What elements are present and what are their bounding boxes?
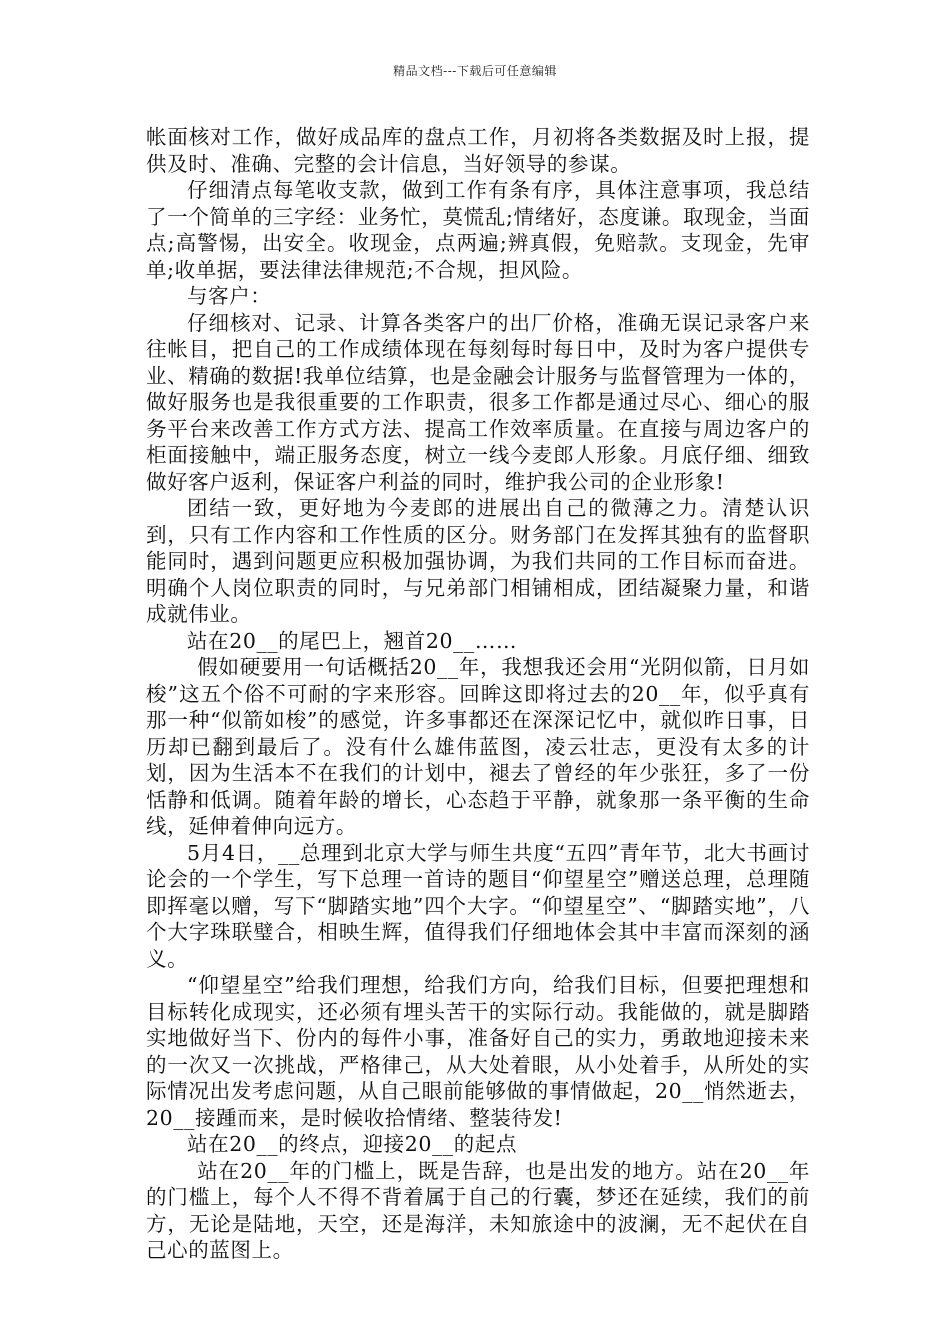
page-header: 精品文档---下载后可任意编辑 — [393, 64, 557, 78]
paragraph: 仔细核对、记录、计算各类客户的出厂价格，准确无误记录客户来往帐目，把自己的工作成绩体现在每刻每时每日中，及时为客户提供专业、精确的数据!我单位结算，也是金融会计服务与监督管理为一体的，做好服务也是我很重要的工作职责，很多工作都是通过尽心、细心的服务平台来改善工作方式方法、提高工作效率质量。在直接与周边客户的柜面接触中，端正服务态度，树立一线今麦郎人形象。月底仔细、细致做好客户返利，保证客户利益的同时，维护我公司的企业形象! — [146, 310, 810, 494]
paragraph: 帐面核对工作，做好成品库的盘点工作，月初将各类数据及时上报，提供及时、准确、完整的会计信息，当好领导的参谋。 — [146, 125, 810, 176]
paragraph: 仔细清点每笔收支款，做到工作有条有序，具体注意事项，我总结了一个简单的三字经：业务忙，莫慌乱;情绪好，态度谦。取现金，当面点;高警惕，出安全。收现金，点两遍;辨真假，免赔款。支现金，先审单;收单据，要法律法律规范;不合规，担风险。 — [146, 178, 810, 282]
paragraph: 假如硬要用一句话概括20__年，我想我还会用“光阴似箭，日月如梭”这五个俗不可耐的字来形容。回眸这即将过去的20__年，似乎真有那一种“似箭如梭”的感觉，许多事都还在深深记忆中，就似昨日事，日历却已翻到最后了。没有什么雄伟蓝图，凌云壮志，更没有太多的计划，因为生活本不在我们的计划中，褪去了曾经的年少张狂，多了一份恬静和低调。随着年龄的增长，心态趋于平静，就象那一条平衡的生命线，延伸着伸向远方。 — [146, 655, 810, 838]
paragraph: 站在20__年的门槛上，既是告辞，也是出发的地方。站在20__年的门槛上，每个人不得不背着属于自己的行囊，梦还在延续，我们的前方，无论是陆地，天空，还是海洋，未知旅途中的波澜，无不起伏在自己心的蓝图上。 — [146, 1158, 810, 1262]
paragraph: 5月4日，__总理到北京大学与师生共度“五四”青年节，北大书画讨论会的一个学生，写下总理一首诗的题目“仰望星空”赠送总理，总理随即挥毫以赠，写下“脚踏实地”四个大字。“仰望星空”、“脚踏实地”，八个大字珠联璧合，相映生辉，值得我们仔细地体会其中丰富而深刻的涵义。 — [146, 840, 810, 971]
document-body — [146, 124, 810, 1264]
paragraph: 团结一致，更好地为今麦郎的进展出自己的微薄之力。清楚认识到，只有工作内容和工作性质的区分。财务部门在发挥其独有的监督职能同时，遇到问题更应积极加强协调，为我们共同的工作目标而奋进。明确个人岗位职责的同时，与兄弟部门相铺相成，团结凝聚力量，和谐成就伟业。 — [146, 496, 810, 626]
paragraph: 站在20__的终点，迎接20__的起点 — [187, 1132, 518, 1156]
paragraph: 与客户： — [187, 284, 272, 308]
paragraph: “仰望星空”给我们理想，给我们方向，给我们目标，但要把理想和目标转化成现实，还必须有埋头苦干的实际行动。我能做的，就是脚踏实地做好当下、份内的每件小事，准备好自己的实力，勇敢地迎接未来的一次又一次挑战，严格律己，从大处着眼，从小处着手，从所处的实际情况出发考虑问题，从自己眼前能够做的事情做起，20__悄然逝去，20__接踵而来，是时候收拾情绪、整装待发! — [146, 973, 810, 1130]
paragraph: 站在20__的尾巴上，翘首20__…… — [187, 628, 518, 653]
